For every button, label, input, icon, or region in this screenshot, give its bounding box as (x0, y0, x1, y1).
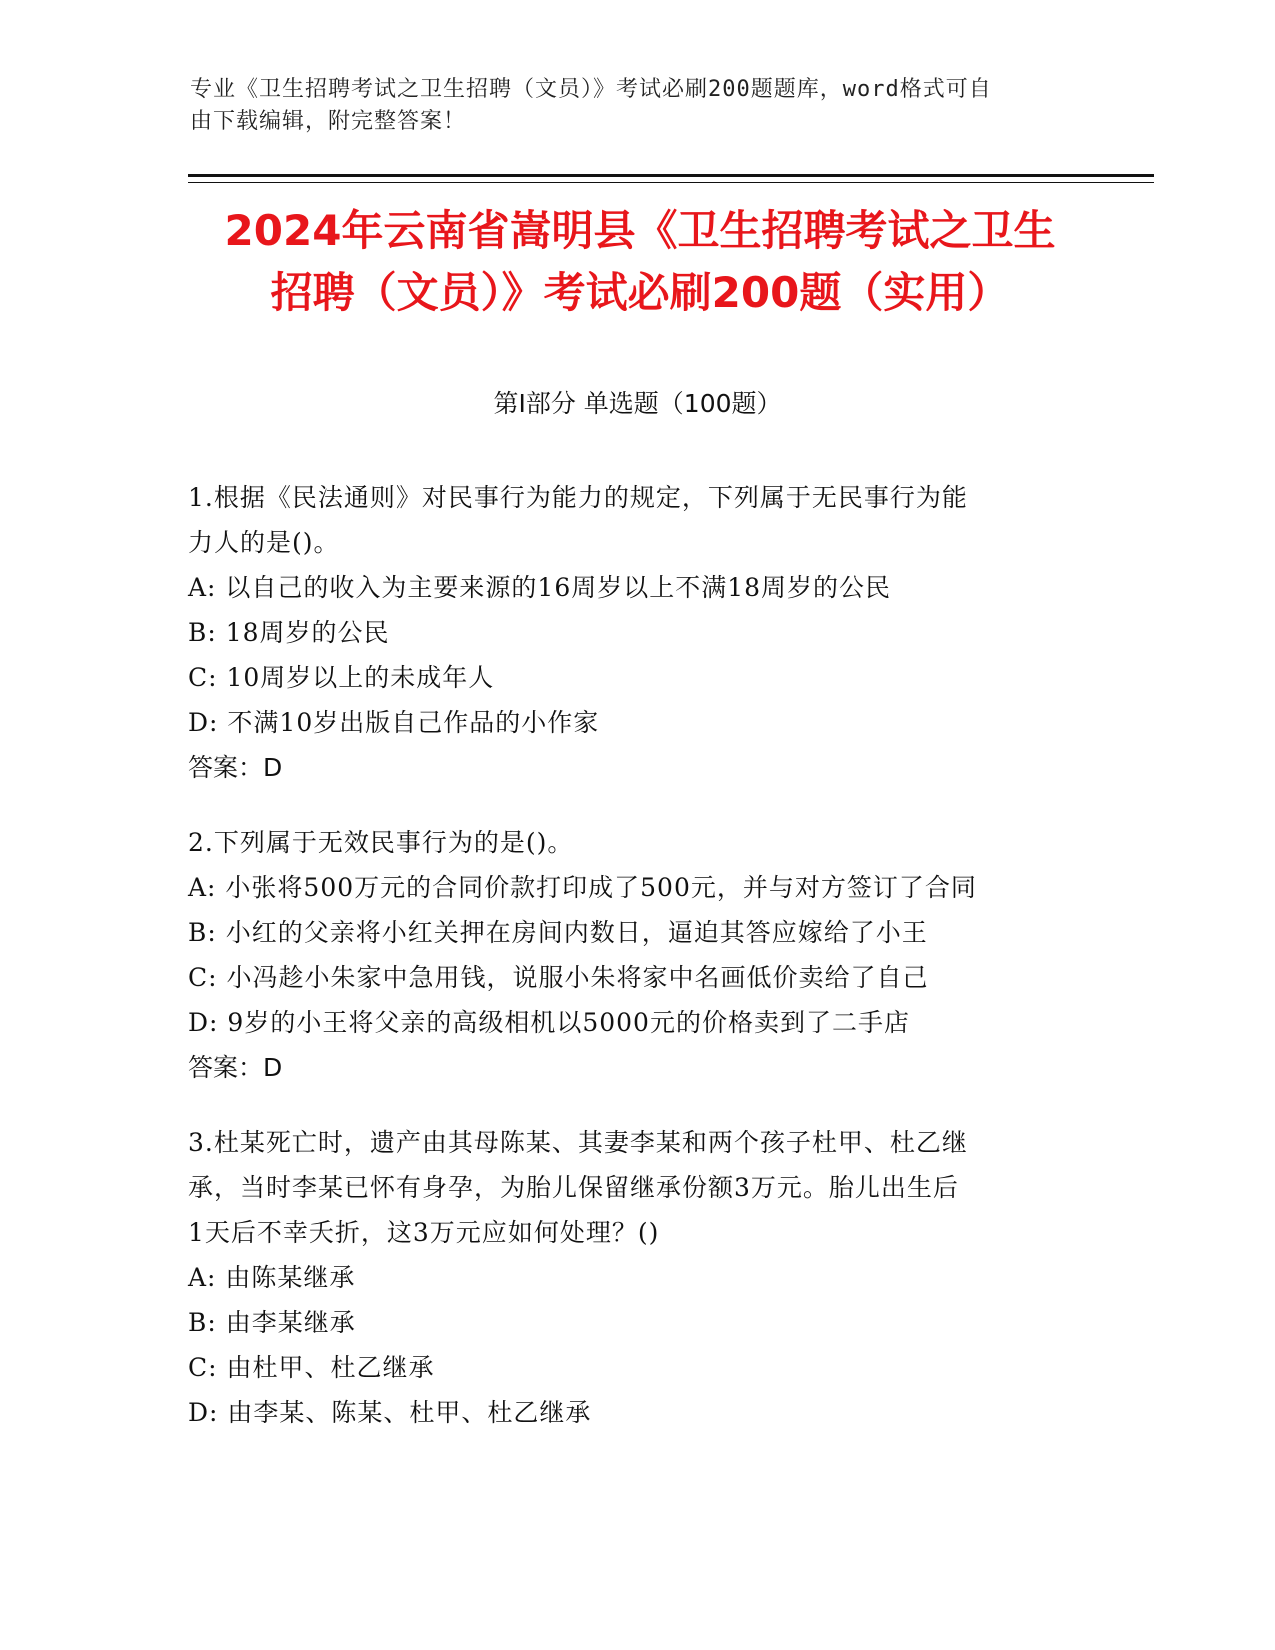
question-1 (188, 475, 1088, 790)
option-a: A: 以自己的收入为主要来源的16周岁以上不满18周岁的公民 (188, 573, 892, 602)
option-b: B: 由李某继承 (188, 1308, 356, 1337)
option-b: B: 小红的父亲将小红关押在房间内数日，逼迫其答应嫁给了小王 (188, 918, 928, 947)
question-list (188, 475, 1088, 1465)
title-line-2: 招聘（文员）》考试必刷200题（实用） (270, 268, 1010, 317)
intro-line-1: 专业《卫生招聘考试之卫生招聘（文员）》考试必刷200题题库，word格式可自 (190, 77, 992, 102)
question-3 (188, 1120, 1088, 1435)
option-b: B: 18周岁的公民 (188, 618, 390, 647)
question-2 (188, 820, 1088, 1090)
intro-text (190, 74, 1070, 138)
option-a: A: 由陈某继承 (188, 1263, 356, 1292)
answer-line: 答案：D (188, 1053, 283, 1082)
question-stem-line: 承，当时李某已怀有身孕，为胎儿保留继承份额3万元。胎儿出生后 (188, 1173, 959, 1202)
title-line-1: 2024年云南省嵩明县《卫生招聘考试之卫生 (224, 206, 1056, 255)
question-stem-line: 1天后不幸夭折，这3万元应如何处理？() (188, 1218, 660, 1247)
option-d: D: 9岁的小王将父亲的高级相机以5000元的价格卖到了二手店 (188, 1008, 910, 1037)
answer-line: 答案：D (188, 753, 283, 782)
question-stem-line: 3.杜某死亡时，遗产由其母陈某、其妻李某和两个孩子杜甲、杜乙继 (188, 1128, 968, 1157)
intro-line-2: 由下载编辑，附完整答案！ (190, 109, 467, 134)
question-stem-line: 2.下列属于无效民事行为的是()。 (188, 828, 574, 857)
option-c: C: 10周岁以上的未成年人 (188, 663, 495, 692)
option-c: C: 小冯趁小朱家中急用钱，说服小朱将家中名画低价卖给了自己 (188, 963, 929, 992)
header-rule-thin (188, 182, 1154, 183)
option-c: C: 由杜甲、杜乙继承 (188, 1353, 435, 1382)
header-rule-thick (188, 174, 1154, 177)
section-heading: 第Ⅰ部分 单选题（100题） (493, 389, 782, 418)
option-a: A: 小张将500万元的合同价款打印成了500元，并与对方签订了合同 (188, 873, 977, 902)
document-title (160, 200, 1120, 324)
option-d: D: 不满10岁出版自己作品的小作家 (188, 708, 600, 737)
option-d: D: 由李某、陈某、杜甲、杜乙继承 (188, 1398, 592, 1427)
question-stem-line: 1.根据《民法通则》对民事行为能力的规定，下列属于无民事行为能 (188, 483, 968, 512)
question-stem-line: 力人的是()。 (188, 528, 340, 557)
